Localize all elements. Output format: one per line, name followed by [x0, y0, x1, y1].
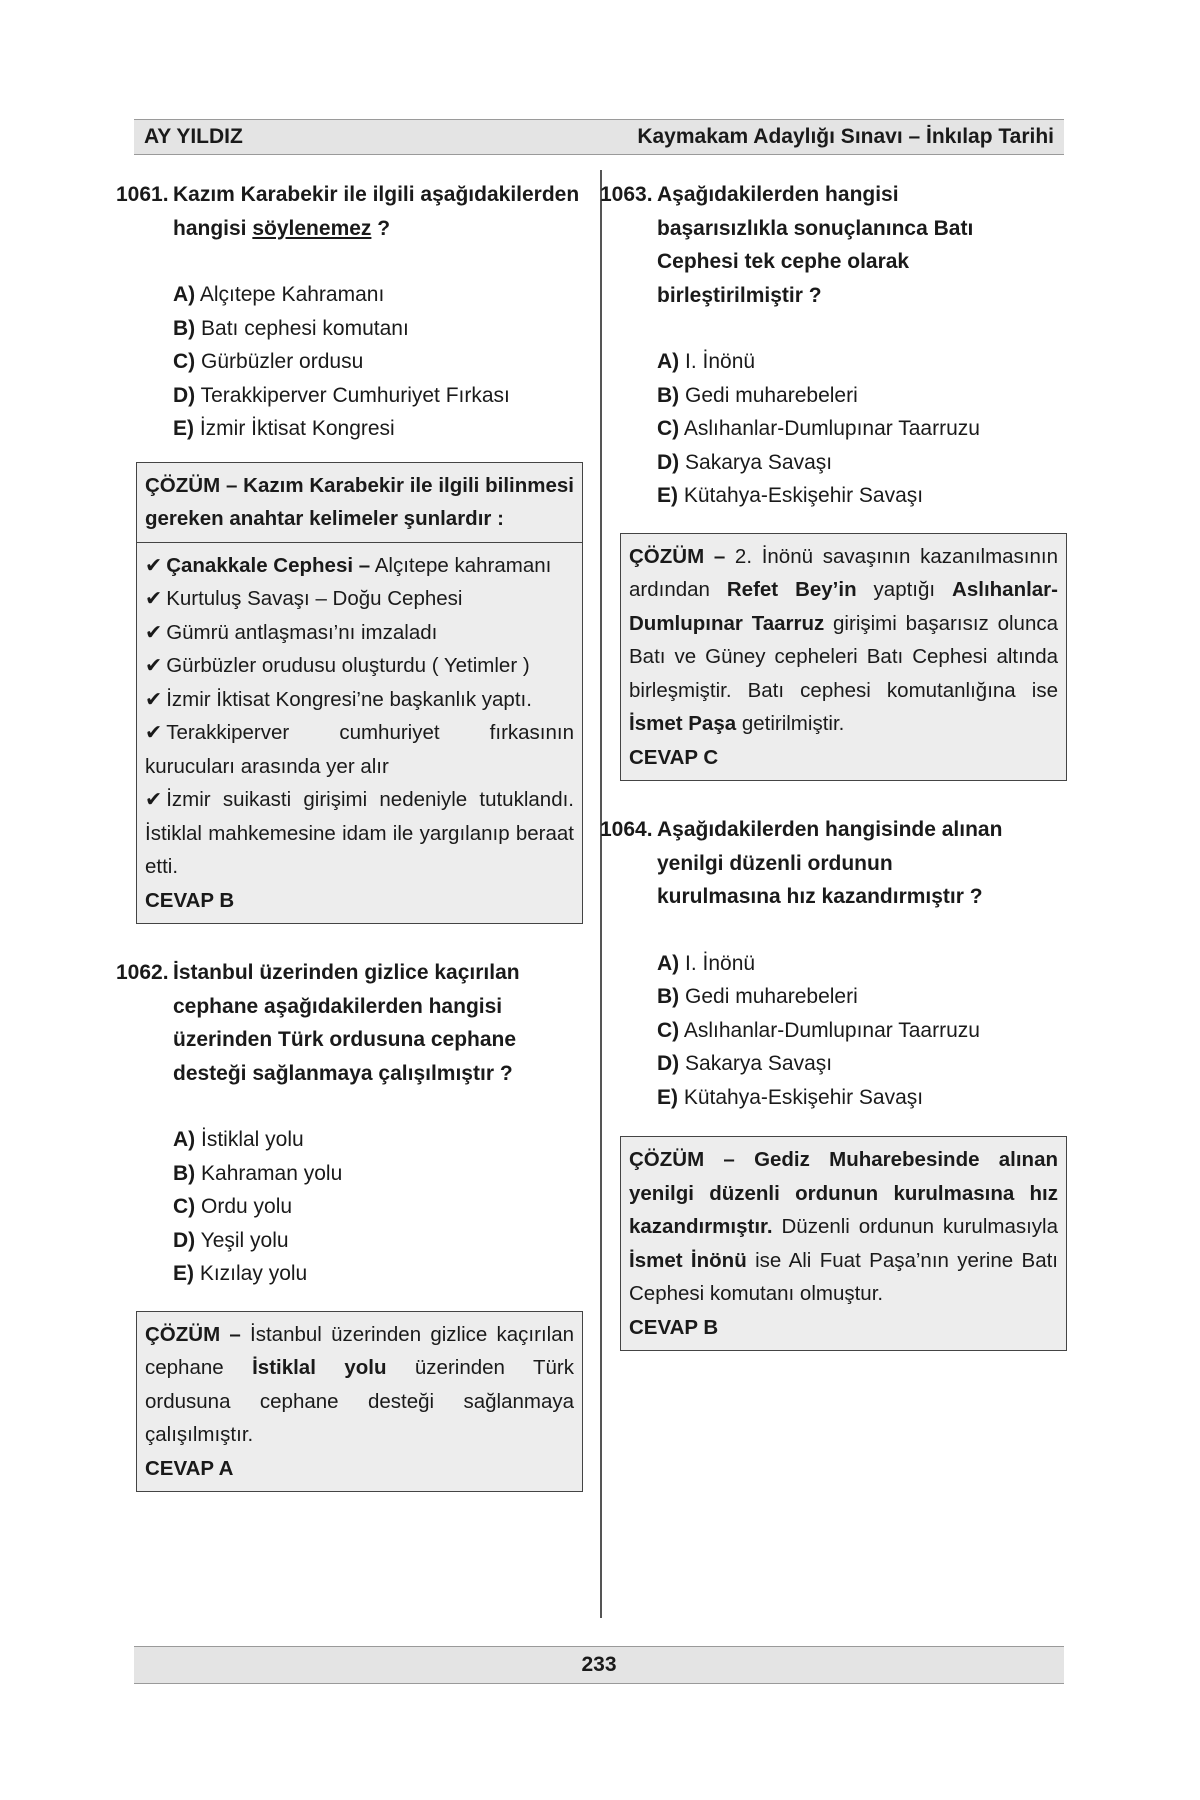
page-footer	[134, 1646, 1064, 1684]
options-1061	[173, 278, 586, 446]
list-item: ✔ İzmir suikasti girişimi nedeniyle tutuklandı. İstiklal mahkemesine idam ile yargılanıp beraat etti.	[145, 788, 574, 878]
stem-underlined: söylenemez	[252, 216, 372, 240]
solution-box-1062	[136, 1311, 583, 1493]
solution-body: ÇÖZÜM – İstanbul üzerinden gizlice kaçırılan cephane İstiklal yolu üzerinden Türk ordusuna cephane desteği sağlanmaya çalışılmıştır. CEVAP A	[137, 1312, 582, 1492]
list-item: ✔ Kurtuluş Savaşı – Doğu Cephesi	[145, 587, 463, 610]
option-a: A) I. İnönü	[657, 951, 756, 975]
option-e: E) Kütahya-Eskişehir Savaşı	[657, 1085, 924, 1109]
option-c: C) Gürbüzler ordusu	[173, 350, 364, 373]
solution-box-1064	[620, 1136, 1067, 1351]
right-column	[600, 178, 1070, 1351]
answer-label: CEVAP B	[145, 888, 235, 912]
stem-end: ?	[371, 216, 391, 240]
question-1063	[600, 178, 1070, 312]
check-icon: ✔	[145, 788, 163, 811]
header-book-title: Kaymakam Adaylığı Sınavı – İnkılap Tarihi	[637, 125, 1054, 148]
option-a: A) İstiklal yolu	[173, 1128, 304, 1151]
question-stem: İstanbul üzerinden gizlice kaçırılan cephane aşağıdakilerden hangisi üzerinden Türk ordusuna cephane desteği sağlanmaya çalışılmıştır ?	[173, 961, 520, 1085]
question-1061	[116, 178, 586, 245]
left-column	[116, 178, 586, 1492]
option-a: A) Alçıtepe Kahramanı	[173, 283, 385, 306]
list-item: ✔ İzmir İktisat Kongresi’ne başkanlık yaptı.	[145, 687, 532, 711]
question-stem: Aşağıdakilerden hangisinde alınan yenilgi düzenli ordunun kurulmasına hız kazandırmıştır ?	[657, 818, 1003, 908]
question-number: 1061.	[116, 183, 169, 206]
option-b: B) Batı cephesi komutanı	[173, 316, 409, 340]
question-number: 1064.	[600, 818, 653, 841]
option-b: B) Gedi muharebeleri	[657, 985, 858, 1008]
answer-label: CEVAP C	[629, 745, 719, 769]
solution-title: ÇÖZÜM – Kazım Karabekir ile ilgili bilinmesi gereken anahtar kelimeler şunlardır :	[145, 473, 574, 530]
list-item: ✔ Gümrü antlaşması’nı imzaladı	[145, 620, 438, 644]
solution-body: ÇÖZÜM – 2. İnönü savaşının kazanılmasının ardından Refet Bey’in yaptığı Aslıhanlar-Dumlupınar Taarruz girişimi başarısız olunca Batı ve Güney cepheleri Batı Cephesi altında birleşmiştir. Batı cephesi komutanlığına ise İsmet Paşa getirilmiştir. CEVAP C	[621, 534, 1066, 781]
question-stem: Aşağıdakilerden hangisi başarısızlıkla sonuçlanınca Batı Cephesi tek cephe olarak birleştirilmiştir ?	[657, 183, 974, 307]
option-d: D) Yeşil yolu	[173, 1228, 289, 1252]
option-d: D) Sakarya Savaşı	[657, 450, 833, 474]
solution-list	[137, 542, 582, 924]
solution-box-1061	[136, 462, 583, 925]
answer-label: CEVAP A	[145, 1456, 234, 1480]
options-1063	[657, 345, 1070, 513]
check-icon: ✔	[145, 687, 163, 711]
list-item: ✔ Terakkiperver cumhuriyet fırkasının kurucuları arasında yer alır	[145, 721, 574, 778]
question-number: 1063.	[600, 183, 653, 206]
option-c: C) Aslıhanlar-Dumlupınar Taarruzu	[657, 1018, 980, 1042]
option-d: D) Sakarya Savaşı	[657, 1052, 833, 1075]
check-icon: ✔	[145, 553, 163, 577]
option-c: C) Ordu yolu	[173, 1195, 293, 1218]
check-icon: ✔	[145, 721, 163, 744]
stem-text: Kazım Karabekir ile ilgili aşağıdakilerden hangisi	[173, 183, 580, 240]
question-1062	[116, 956, 586, 1090]
question-1064	[600, 813, 1070, 914]
list-item: ✔ Gürbüzler orudusu oluşturdu ( Yetimler )	[145, 654, 530, 677]
option-e: E) İzmir İktisat Kongresi	[173, 417, 395, 440]
question-stem	[173, 178, 586, 245]
option-c: C) Aslıhanlar-Dumlupınar Taarruzu	[657, 417, 980, 440]
option-e: E) Kızılay yolu	[173, 1262, 308, 1285]
page-header	[134, 119, 1064, 155]
option-a: A) I. İnönü	[657, 350, 756, 373]
answer-label: CEVAP B	[629, 1315, 719, 1339]
options-1062	[173, 1123, 586, 1291]
check-icon: ✔	[145, 587, 163, 610]
option-d: D) Terakkiperver Cumhuriyet Fırkası	[173, 383, 510, 407]
options-1064	[657, 947, 1070, 1115]
header-author: AY YILDIZ	[144, 125, 243, 148]
check-icon: ✔	[145, 620, 163, 644]
option-b: B) Gedi muharebeleri	[657, 383, 858, 407]
check-icon: ✔	[145, 654, 163, 677]
page-number: 233	[581, 1653, 617, 1676]
solution-box-1063	[620, 533, 1067, 782]
list-item: ✔ Çanakkale Cephesi – Alçıtepe kahramanı	[145, 553, 552, 577]
option-e: E) Kütahya-Eskişehir Savaşı	[657, 484, 924, 507]
question-number: 1062.	[116, 961, 169, 984]
option-b: B) Kahraman yolu	[173, 1161, 343, 1185]
solution-body: ÇÖZÜM – Gediz Muharebesinde alınan yenilgi düzenli ordunun kurulmasına hız kazandırmıştır. Düzenli ordunun kurulmasıyla İsmet İnönü ise Ali Fuat Paşa’nın yerine Batı Cephesi komutanı olmuştur. CEVAP B	[621, 1137, 1066, 1350]
